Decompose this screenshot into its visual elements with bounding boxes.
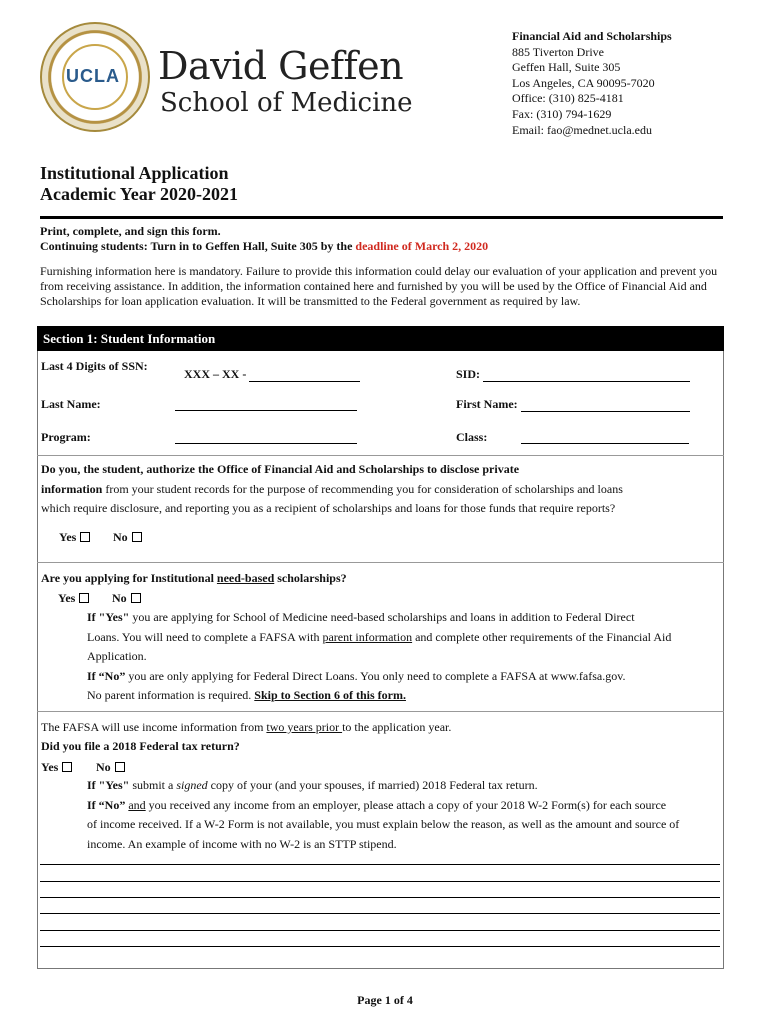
no-label: No [96,760,111,774]
if-no-line-1 [87,667,723,687]
if-yes-text: and complete other requirements of the Financial Aid [412,629,672,644]
school-name: David Geffen [158,44,404,88]
signed-italic: signed [176,778,208,792]
tax-yes-option[interactable] [41,760,72,775]
authorize-line-3: which require disclosure, and reporting you as a recipient of scholarships and loans for those funds that require reports? [41,501,616,515]
section-1-title: Section 1: Student Information [43,331,216,346]
office-phone: Office: (310) 825-4181 [512,91,624,106]
yes-label: Yes [58,591,76,605]
email-address: Email: fao@mednet.ucla.edu [512,122,652,137]
ssn-prefix: XXX – XX - [184,367,247,381]
divider [37,711,724,712]
seal-text: UCLA [66,66,120,86]
explanation-line[interactable] [40,897,720,898]
if-yes-line-1 [87,608,723,628]
sid-field[interactable] [456,367,690,382]
checkbox-icon[interactable] [80,532,90,542]
tax-if-no-line-1 [87,796,723,816]
need-based-explanation [87,608,723,706]
office-name: Financial Aid and Scholarships [512,29,672,43]
no-label: No [113,530,128,544]
sid-label: SID: [456,367,481,381]
authorize-yes-option[interactable] [59,530,90,545]
instruction-text: Continuing students: Turn in to Geffen Hall, Suite 305 by the [40,239,356,253]
title-line-2: Academic Year 2020-2021 [40,184,238,204]
intro-text: to the application year. [342,720,452,734]
first-name-blank[interactable] [521,399,690,412]
title-divider [40,216,723,219]
yes-label: Yes [59,530,77,544]
authorize-line-1: Do you, the student, authorize the Office of Financial Aid and Scholarships to disclose private [41,462,520,476]
q-prefix: Are you applying for Institutional [41,571,217,585]
page-number: Page 1 of 4 [357,993,413,1007]
if-yes-label: If "Yes" [87,610,130,624]
need-based-yes-option[interactable] [58,591,89,606]
section-1-header [37,326,724,351]
tax-if-yes-line [87,776,723,796]
if-yes-label: If "Yes" [87,778,130,792]
fafsa-income-note [41,718,451,738]
instruction-line-2 [40,239,488,254]
need-based-no-option[interactable] [112,591,141,606]
last-name-label: Last Name: [41,397,101,411]
class-label: Class: [456,430,488,444]
instruction-line-1: Print, complete, and sign this form. [40,224,221,238]
divider [37,562,724,563]
tax-if-no-line-3: income. An example of income with no W-2 is an STTP stipend. [87,836,397,851]
if-no-text: you are only applying for Federal Direct Loans. You only need to complete a FAFSA at www.fafsa.gov. [125,668,626,683]
contact-block [512,29,672,138]
form-title [40,163,238,205]
authorize-line-2 [41,480,721,500]
title-line-1: Institutional Application [40,163,229,183]
if-no-line-2 [87,686,723,706]
if-yes-text: copy of your (and your spouses, if married) 2018 Federal tax return. [207,778,538,792]
if-yes-text: you are applying for School of Medicine need-based scholarships and loans in addition to Federal Direct [129,610,635,624]
first-name-field[interactable] [456,397,690,412]
authorize-question [41,460,721,519]
tax-return-question: Did you file a 2018 Federal tax return? [41,739,240,753]
explanation-line[interactable] [40,864,720,865]
program-label: Program: [41,430,91,444]
if-no-text: you received any income from an employer, please attach a copy of your 2018 W-2 Form(s) for each source [145,797,667,812]
ssn-field[interactable] [184,367,360,382]
deadline-text: deadline of March 2, 2020 [355,239,489,253]
if-yes-text: Loans. You will need to complete a FAFSA with [87,629,323,644]
tax-no-option[interactable] [96,760,125,775]
two-years-prior: two years prior [266,720,343,734]
authorize-no-option[interactable] [113,530,142,545]
checkbox-icon[interactable] [79,593,89,603]
intro-paragraph: Furnishing information here is mandatory. Failure to provide this information could delay our evaluation of your application and prevent you from receiving assistance. In addition, the information contained here and furnished by you will be used by the Office of Financial Aid and Scholarships for loan application evaluation. It will be transmitted to the Federal government as required by law. [40,264,718,308]
skip-instruction: Skip to Section 6 of this form. [254,688,406,702]
yes-label: Yes [41,760,59,774]
tax-explanation [87,776,723,854]
need-based-question [41,569,347,589]
address-line-1: 885 Tiverton Drive [512,44,605,59]
checkbox-icon[interactable] [62,762,72,772]
sid-blank[interactable] [483,369,690,382]
intro-text: The FAFSA will use income information from [41,720,267,734]
if-yes-text: submit a [129,778,177,792]
if-no-text: No parent information is required. [87,688,255,702]
parent-info-underlined: parent information [322,629,413,644]
checkbox-icon[interactable] [115,762,125,772]
instructions [40,224,488,254]
divider [37,455,724,456]
school-subname: School of Medicine [160,88,413,118]
authorize-rest: from your student records for the purpose of recommending you for consideration of scholarships and loans [102,481,623,496]
program-blank[interactable] [175,431,357,444]
address-line-2: Geffen Hall, Suite 305 [512,60,621,75]
ssn-blank[interactable] [249,369,360,382]
checkbox-icon[interactable] [131,593,141,603]
first-name-label: First Name: [456,397,518,411]
ssn-label: Last 4 Digits of SSN: [41,359,148,373]
q-suffix: scholarships? [274,571,347,585]
explanation-line[interactable] [40,881,720,882]
explanation-line[interactable] [40,913,720,914]
explanation-line[interactable] [40,946,720,947]
address-line-3: Los Angeles, CA 90095-7020 [512,75,655,90]
tax-if-no-line-2: of income received. If a W-2 Form is not available, you must explain below the reason, as well as the amount and source of [87,817,680,831]
checkbox-icon[interactable] [132,532,142,542]
class-blank[interactable] [521,431,689,444]
explanation-line[interactable] [40,930,720,931]
fax-number: Fax: (310) 794-1629 [512,106,612,121]
and-underlined: and [128,797,146,812]
no-label: No [112,591,127,605]
if-no-label: If “No” [87,797,126,812]
q-underlined: need-based [216,571,275,585]
if-yes-line-3: Application. [87,649,147,663]
last-name-blank[interactable] [175,398,357,411]
authorize-bold: information [41,481,103,496]
if-no-label: If “No” [87,668,126,683]
if-yes-line-2 [87,628,723,648]
